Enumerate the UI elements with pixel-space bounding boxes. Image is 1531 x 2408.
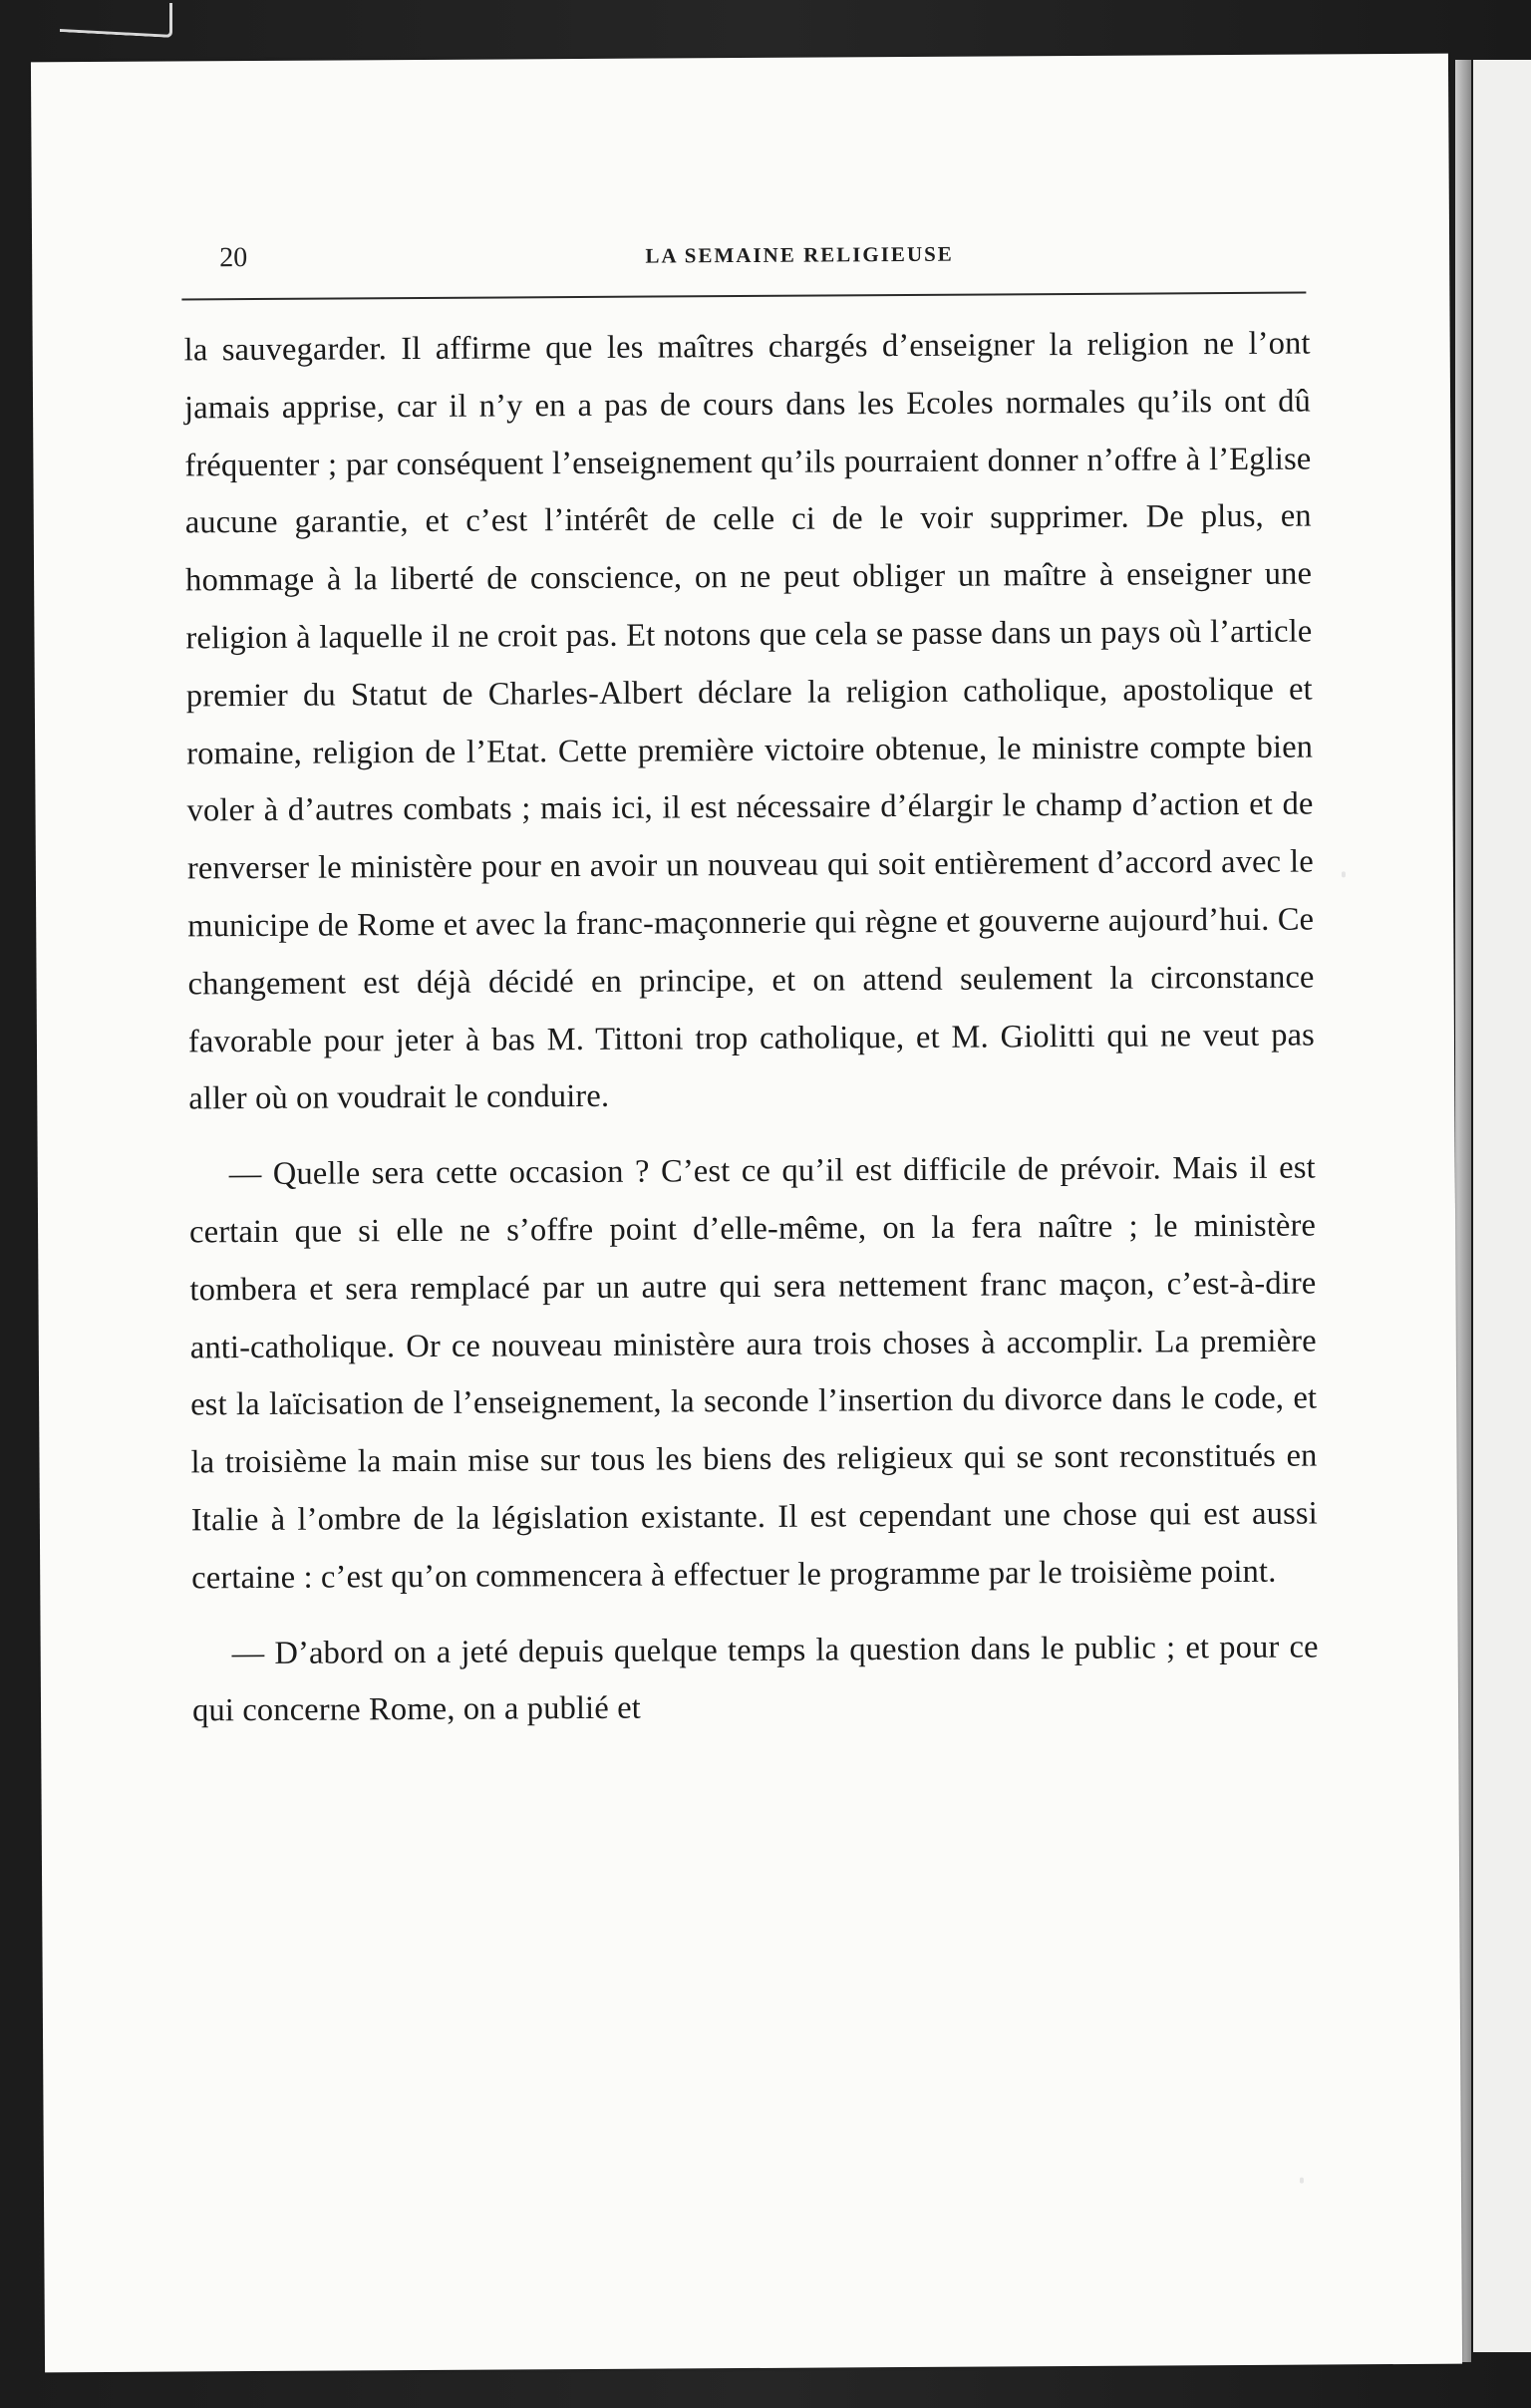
- scan-corner-mark: [60, 0, 172, 38]
- paper-speck: [1300, 2178, 1304, 2184]
- paper-speck: [1342, 871, 1346, 877]
- running-title: LA SEMAINE RELIGIEUSE: [645, 241, 954, 268]
- next-page-edge: [1473, 60, 1531, 2352]
- header-rule: [181, 292, 1306, 301]
- paragraph-1: la sauvegarder. Il affirme que les maîtres chargés d’enseigner la religion ne l’ont jamais apprise, car il n’y en a pas de cours dans les Ecoles normales qu’ils ont dû fréquenter ; par conséquent l’enseignement qu’ils pourraient donner n’offre à l’Eglise aucune garantie, et c’est l’intérêt de celle ci de le voir supprimer. De plus, en hommage à la liberté de conscience, on ne peut obliger un maître à enseigner une religion à laquelle il ne croit pas. Et notons que cela se passe dans un pays où l’article premier du Statut de Charles-Albert déclare la religion catholique, apostolique et romaine, religion de l’Etat. Cette première victoire obtenue, le ministre compte bien voler à d’autres combats ; mais ici, il est nécessaire d’élargir le champ d’action et de renverser le ministère pour en avoir un nouveau qui soit entièrement d’accord avec le municipe de Rome et avec la franc-maçonnerie qui règne et gouverne aujourd’hui. Ce changement est déjà décidé en principe, et on attend seulement la circonstance favorable pour jeter à bas M. Tittoni trop catholique, et M. Giolitti qui ne veut pas aller où on voudrait le conduire.: [183, 325, 1316, 1117]
- book-page: [31, 54, 1462, 2373]
- running-head: [181, 174, 1306, 274]
- paragraph-2: — Quelle sera cette occasion ? C’est ce qu’il est difficile de prévoir. Mais il est certain que si elle ne s’offre point d’elle-même, on la fera naître ; le ministère tombera et sera remplacé par un autre qui sera nettement franc maçon, c’est-à-dire anti-catholique. Or ce nouveau ministère aura trois choses à accomplir. La première est la laïcisation de l’enseignement, la seconde l’insertion du divorce dans le code, et la troisième la main mise sur tous les biens des religieux qui se sont reconstitués en Italie à l’ombre de la législation existante. Il est cependant une chose qui est aussi certaine : c’est qu’on commencera à effectuer le programme par le troisième point.: [188, 1149, 1318, 1597]
- page-number: 20: [219, 242, 248, 274]
- paragraph-3: — D’abord on a jeté depuis quelque temps la question dans le public ; et pour ce qui concerne Rome, on a publié et: [191, 1629, 1319, 1729]
- body-text: [184, 316, 1320, 1741]
